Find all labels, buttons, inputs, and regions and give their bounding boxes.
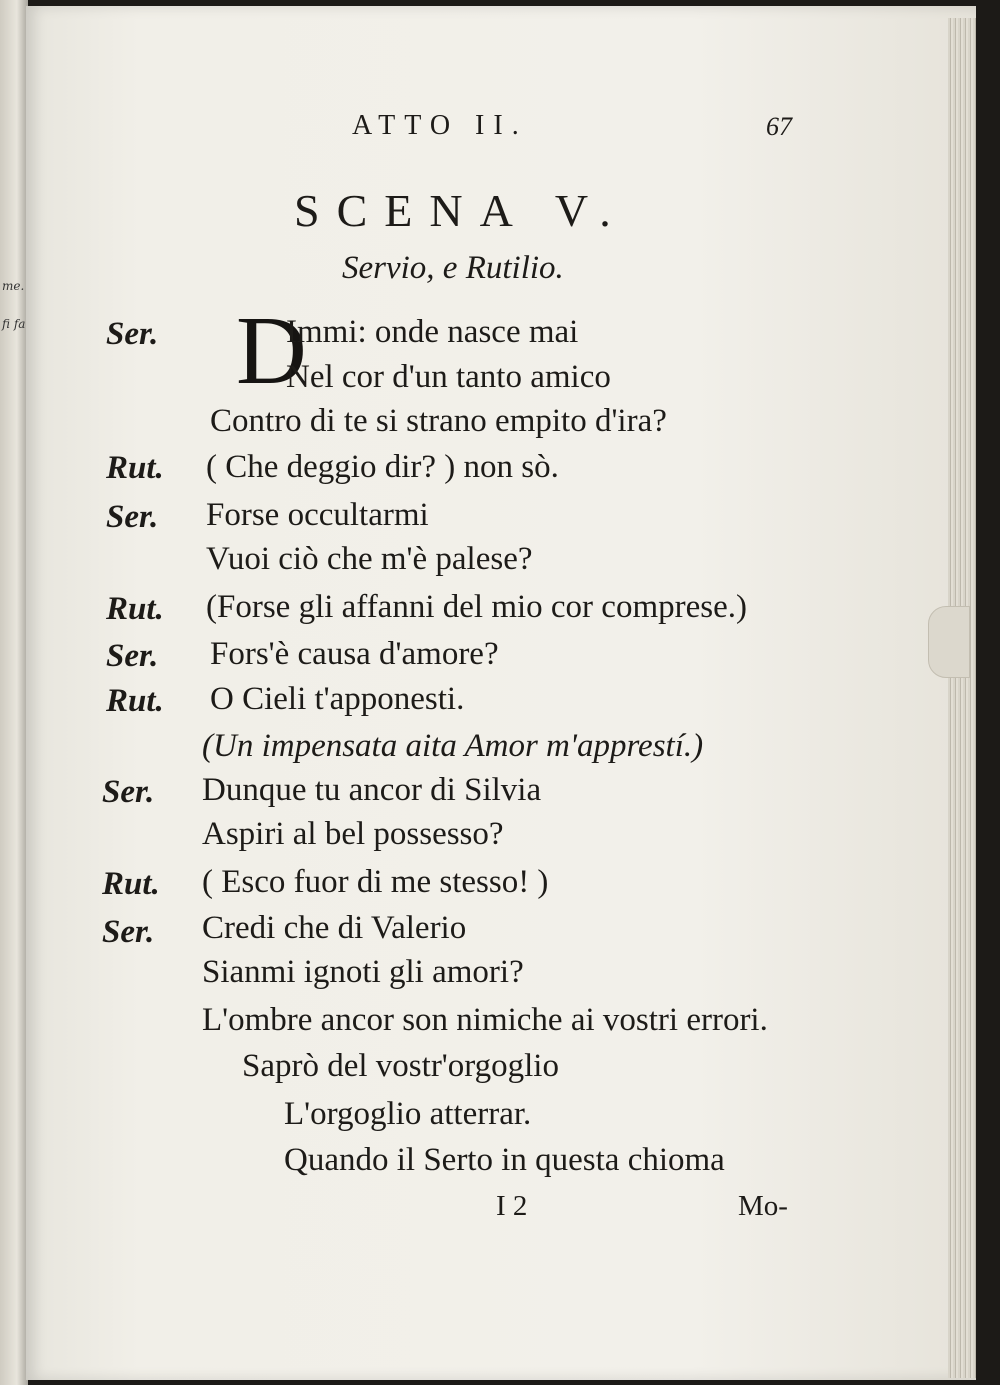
speaker-label: Rut. [106,450,164,486]
speaker-label: Rut. [106,591,164,627]
verse-line: L'ombre ancor son nimiche ai vostri errori. [202,1002,768,1038]
verse-line: Aspiri al bel possesso? [202,816,504,852]
verse-line: Sianmi ignoti gli amori? [202,954,524,990]
verse-line: Vuoi ciò che m'è palese? [206,541,533,577]
speaker-label: Rut. [106,683,164,719]
signature-mark: I 2 [496,1190,528,1222]
speaker-label: Ser. [106,638,159,674]
speaker-label: Ser. [106,499,159,535]
verse-line: Quando il Serto in questa chioma [284,1142,725,1178]
verse-line: Saprò del vostr'orgoglio [242,1048,559,1084]
verse-line: Dunque tu ancor di Silvia [202,772,542,808]
speaker-label: Ser. [102,914,155,950]
catchword: Mo- [738,1190,788,1222]
scene-title: SCENA V. [294,185,628,236]
verse-line: O Cieli t'apponesti. [210,681,465,717]
running-header: ATTO II. [352,110,528,141]
page-number: 67 [766,112,792,141]
facing-page-fragment: fi fa [2,317,26,331]
verse-line: Forse occultarmi [206,497,429,533]
speaker-label: Ser. [102,774,155,810]
character-list: Servio, e Rutilio. [342,250,564,286]
verse-line: Contro di te si strano empito d'ira? [210,403,667,439]
verse-line: Credi che di Valerio [202,910,467,946]
book-page [26,6,976,1380]
verse-line: L'orgoglio atterrar. [284,1096,532,1132]
verse-line: ( Che deggio dir? ) non sò. [206,449,559,485]
speaker-label: Ser. [106,316,159,352]
speaker-label: Rut. [102,866,160,902]
drop-cap: D [236,297,307,405]
verse-line: Fors'è causa d'amore? [210,636,499,672]
facing-page-fragment: me. [2,279,25,293]
page-stack-edge [948,18,976,1378]
verse-line: Nel cor d'un tanto amico [286,359,611,395]
verse-line: (Un impensata aita Amor m'apprestí.) [202,728,704,764]
page-tab [928,606,970,678]
verse-line: ( Esco fuor di me stesso! ) [202,864,549,900]
verse-line: (Forse gli affanni del mio cor comprese.) [206,589,747,625]
verse-line: Immi: onde nasce mai [286,314,579,350]
facing-page-edge [0,0,28,1385]
